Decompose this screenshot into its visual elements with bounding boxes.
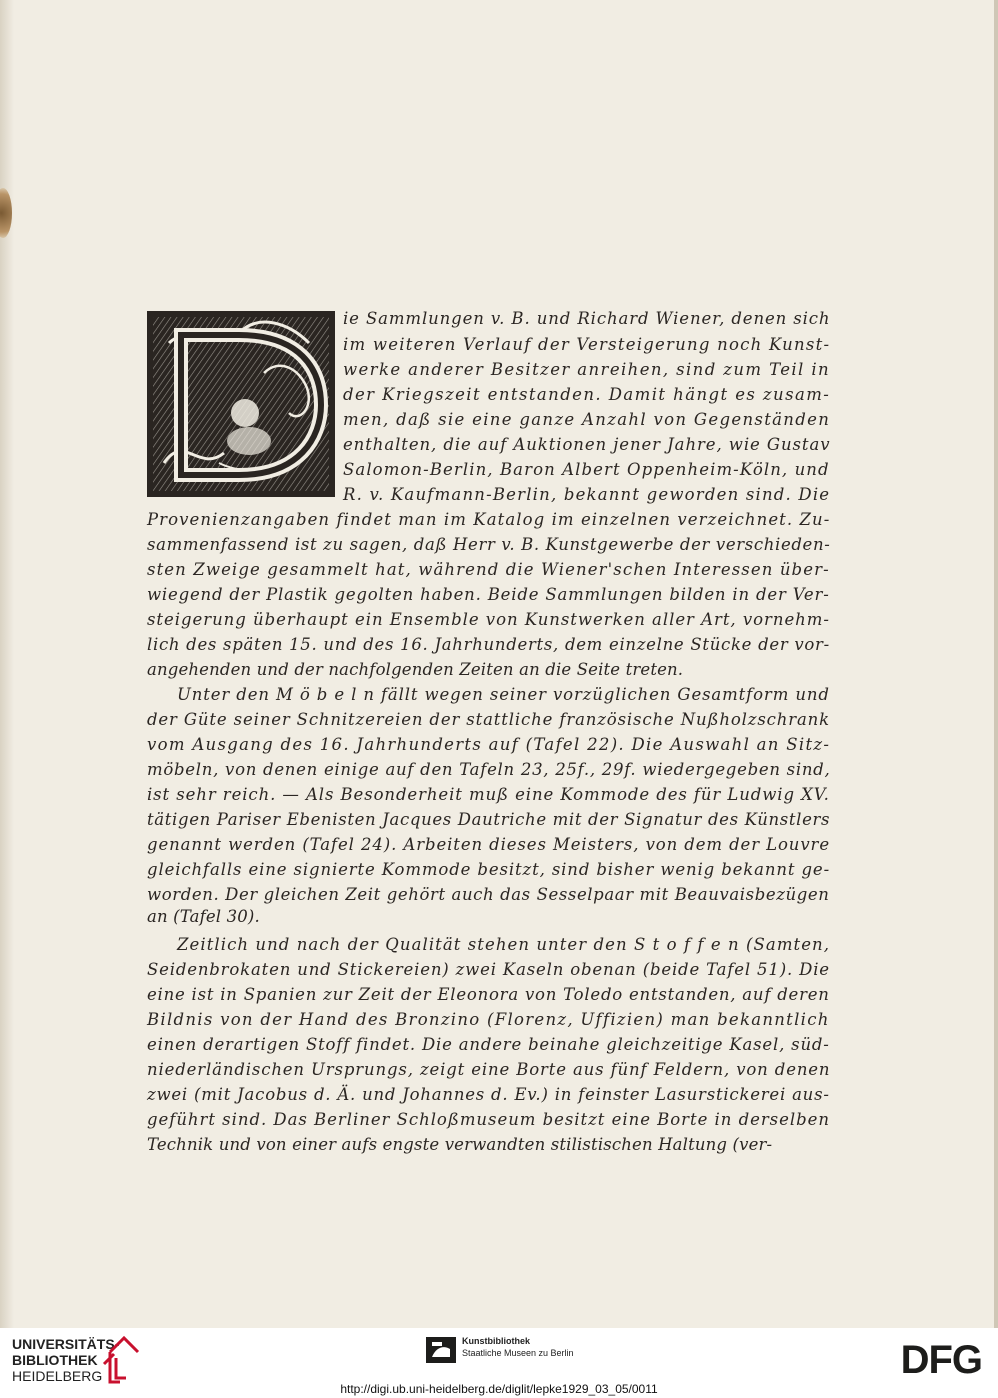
text-line: angehenden und der nachfolgenden Zeiten an die Seite treten.	[147, 660, 684, 679]
text-line: im weiteren Verlauf der Versteigerung noch Kunst-	[343, 335, 831, 354]
text-line: geführt sind. Das Berliner Schloßmuseum besitzt eine Borte in derselben	[147, 1110, 830, 1129]
text-line: gleichfalls eine signierte Kommode besitzt, sind bisher wenig bekannt ge-	[147, 860, 831, 879]
partner-logo[interactable]	[462, 1335, 574, 1359]
text-line: werke anderer Besitzer anreihen, sind zum Teil in	[343, 360, 831, 379]
text-line: tätigen Pariser Ebenisten Jacques Dautriche mit der Signatur des Künstlers	[147, 810, 831, 829]
viewer-footer	[0, 1328, 998, 1398]
text-line: steigerung überhaupt ein Ensemble von Kunstwerken aller Art, vornehm-	[147, 610, 830, 629]
text-line: eine ist in Spanien zur Zeit der Eleonora von Toledo entstanden, auf deren	[147, 985, 830, 1004]
text-line: Unter den M ö b e l n fällt wegen seiner vorzüglichen Gesamtform und	[177, 685, 830, 704]
text-line: Salomon-Berlin, Baron Albert Oppenheim-Köln, und	[343, 460, 830, 479]
text-line: zwei (mit Jacobus d. Ä. und Johannes d. Ev.) in feinster Lasurstickerei aus-	[147, 1085, 830, 1104]
ornamental-initial	[147, 311, 335, 497]
dfg-logo[interactable]: DFG	[900, 1338, 982, 1382]
text-line: enthalten, die auf Auktionen jener Jahre, wie Gustav	[343, 435, 831, 454]
text-line: Zeitlich und nach der Qualität stehen unter den S t o f f e n (Samten,	[177, 935, 831, 954]
partner-name: Kunstbibliothek	[462, 1336, 530, 1346]
text-line: einen derartigen Stoff findet. Die andere beinahe gleichzeitige Kasel, süd-	[147, 1035, 830, 1054]
text-line: wiegend der Plastik gegolten haben. Beide Sammlungen bilden in der Ver-	[147, 585, 830, 604]
text-line: vom Ausgang des 16. Jahrhunderts auf (Tafel 22). Die Auswahl an Sitz-	[147, 735, 831, 754]
text-line: Seidenbrokaten und Stickereien) zwei Kaseln obenan (beide Tafel 51). Die	[147, 960, 830, 979]
text-line: niederländischen Ursprungs, zeigt eine Borte aus fünf Feldern, von denen	[147, 1060, 831, 1079]
text-line: lich des späten 15. und des 16. Jahrhunderts, dem einzelne Stücke der vor-	[147, 635, 830, 654]
text-line: genannt werden (Tafel 24). Arbeiten dieses Meisters, von dem der Louvre	[147, 835, 830, 854]
text-line: worden. Der gleichen Zeit gehört auch das Sesselpaar mit Beauvaisbezügen	[147, 885, 830, 904]
text-line: der Güte seiner Schnitzereien der stattliche französische Nußholzschrank	[147, 710, 831, 729]
library-name-line: BIBLIOTHEK	[12, 1352, 98, 1368]
library-name-line: HEIDELBERG	[12, 1368, 103, 1384]
kunstbibliothek-icon	[426, 1337, 456, 1363]
library-name-line: UNIVERSITÄTS-	[12, 1336, 120, 1352]
text-line: Technik und von einer aufs engste verwandten stilistischen Haltung (ver-	[147, 1135, 773, 1154]
library-emblem-icon	[102, 1334, 142, 1386]
text-line: an (Tafel 30).	[147, 907, 260, 926]
text-line: der Kriegszeit entstanden. Damit hängt es zusam-	[343, 385, 831, 404]
text-line: men, daß sie eine ganze Anzahl von Gegenständen	[343, 410, 831, 429]
permalink-url[interactable]: http://digi.ub.uni-heidelberg.de/diglit/lepke1929_03_05/0011	[340, 1382, 658, 1396]
text-line: sammenfassend ist zu sagen, daß Herr v. B. Kunstgewerbe der verschieden-	[147, 535, 831, 554]
text-line: Provenienzangaben findet man im Katalog im einzelnen verzeichnet. Zu-	[147, 510, 831, 529]
text-line: ist sehr reich. — Als Besonderheit muß eine Kommode des für Ludwig XV.	[147, 785, 830, 804]
text-line: Bildnis von der Hand des Bronzino (Florenz, Uffizien) man bekanntlich	[147, 1010, 830, 1029]
text-line: sten Zweige gesammelt hat, während die Wiener'schen Interessen über-	[147, 560, 830, 579]
page-edge	[994, 0, 998, 1328]
text-line: R. v. Kaufmann-Berlin, bekannt geworden sind. Die	[343, 485, 831, 504]
partner-subtitle: Staatliche Museen zu Berlin	[462, 1348, 574, 1358]
text-line: möbeln, von denen einige auf den Tafeln 23, 25f., 29f. wiedergegeben sind,	[147, 760, 831, 779]
text-line: ie Sammlungen v. B. und Richard Wiener, denen sich	[343, 309, 831, 328]
